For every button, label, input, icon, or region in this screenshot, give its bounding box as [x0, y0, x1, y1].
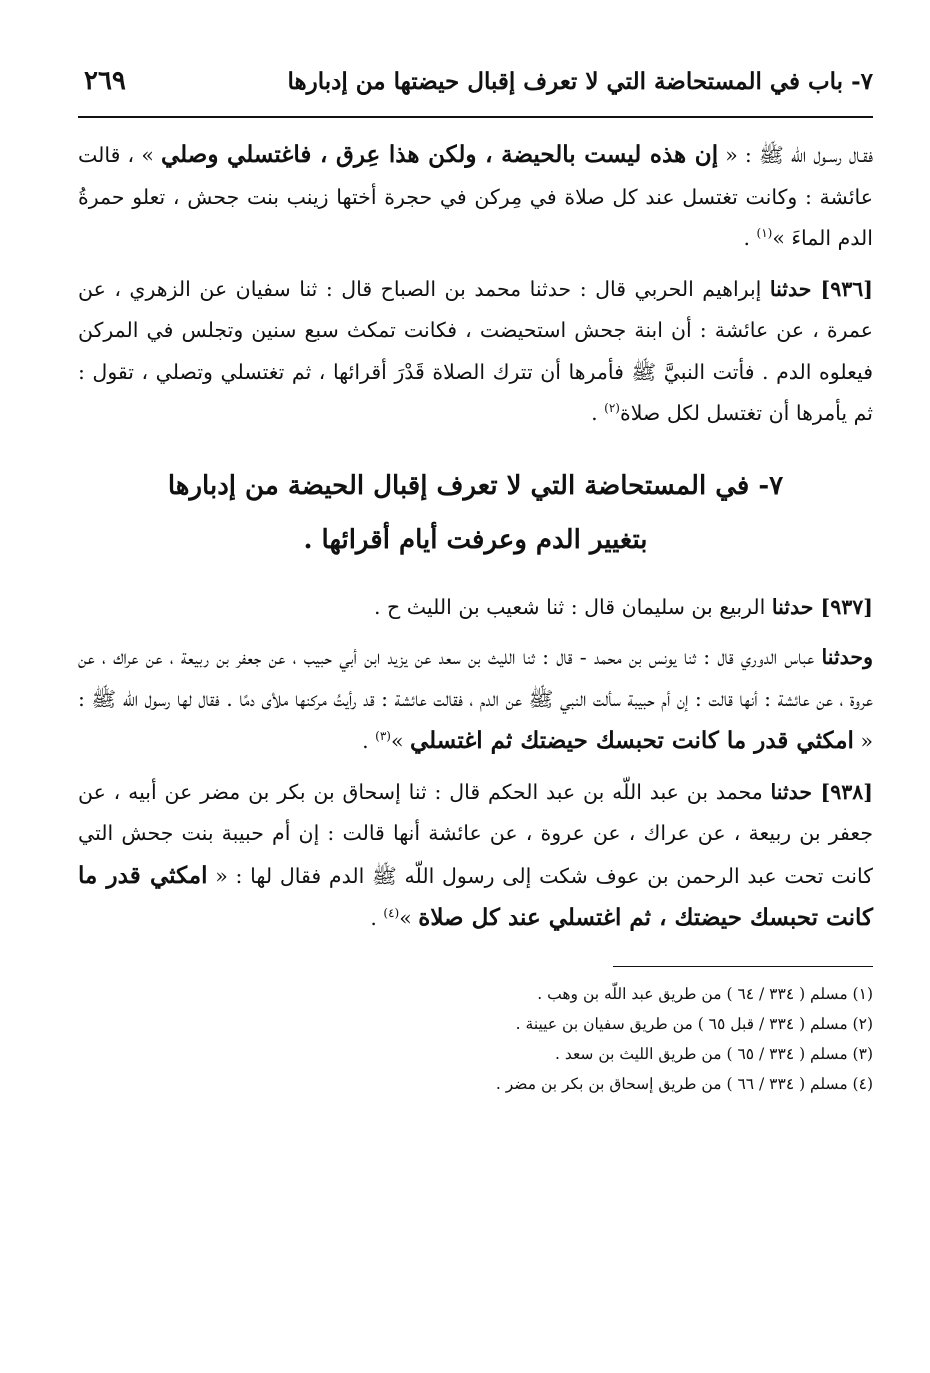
text-run: » ، قالت عائشة : وكانت تغتسل عند كل صلاة في مِركن في حجرة أختها زينب بنت جحش ، تعلو حمرةُ الدم الماءَ » — [78, 143, 873, 250]
footnote-item: (٣) مسلم ( ٣٣٤ / ٦٥ ) من طريق الليث بن سعد . — [554, 1044, 873, 1063]
hadith-number: [٩٣٦] — [811, 276, 873, 301]
hadith-quote: امكثي قدر ما كانت تحبسك حيضتك ثم اغتسلي — [410, 727, 854, 754]
footnotes — [78, 979, 873, 1099]
hadith-number: [٩٣٨] — [812, 779, 873, 804]
text-run: » — [390, 729, 411, 753]
book-page — [78, 66, 873, 1099]
hadith-quote: امكثي قدر ما كانت تحبسك حيضتك ، ثم اغتسلي عند كل صلاة — [78, 861, 873, 931]
text-run: . — [591, 401, 605, 425]
section-heading-line-2: بتغيير الدم وعرفت أيام أقرائها . — [303, 524, 648, 555]
narration-lead: حدثنا — [769, 276, 812, 301]
hadith-937 — [78, 587, 873, 629]
hadith-937-second-chain — [78, 637, 873, 763]
footnote-ref: (١) — [756, 226, 773, 241]
footnote-ref: (٣) — [375, 729, 391, 744]
text-run: » — [399, 906, 419, 930]
footnotes-divider — [613, 966, 873, 967]
text-run: . — [370, 906, 384, 930]
footnote-item: (١) مسلم ( ٣٣٤ / ٦٤ ) من طريق عبد اللّه بن وهب . — [537, 984, 873, 1003]
hadith-936 — [78, 269, 873, 435]
hadith-938 — [78, 772, 873, 940]
footnote-ref: (٢) — [604, 401, 620, 416]
text-run: . — [362, 729, 376, 753]
footnote-ref: (٤) — [383, 906, 400, 921]
page-number: ٢٦٩ — [84, 66, 126, 96]
narration-lead: وحدثنا — [821, 645, 873, 669]
section-heading-line-1: ٧- في المستحاضة التي لا تعرف إقبال الحيضة من إدبارها — [167, 470, 784, 501]
chapter-title: ٧- باب في المستحاضة التي لا تعرف إقبال حيضتها من إدبارها — [287, 68, 873, 95]
text-run: عباس الدوري قال : ثنا يونس بن محمد - قال : ثنا الليث بن سعد عن يزيد ابن أبي حبيب ، عن جعفر بن ربيعة ، عن عراك ، عن عروة ، عن عائشة : أنها قالت : إن أم حبيبة سألت النبي ﷺ عن الدم ، فقالت عائشة : قد رأيتُ مركنها ملأى دمًا . فقال لها رسول اللّه ﷺ : « — [78, 645, 873, 753]
narration-lead: حدثنا — [770, 779, 813, 804]
text-run: فقـال رسـول اللّه ﷺ : « — [718, 143, 873, 167]
paragraph-continuation — [78, 134, 873, 260]
text-run: محمد بن عبد اللّه بن عبد الحكم قال : ثنا إسحاق بن بكر بن مضر عن أبيه ، عن جعفر بن ربيعة ، عن عراك ، عن عروة ، عن عائشة أنها قالت : إن أم حبيبة بنت جحش التي كانت تحت عبد الرحمن بن عوف شكت إلى رسول اللّه ﷺ الدم فقال لها : « — [78, 779, 873, 888]
main-text — [78, 134, 873, 940]
text-run: . — [743, 226, 757, 250]
footnote-item: (٤) مسلم ( ٣٣٤ / ٦٦ ) من طريق إسحاق بن بكر بن مضر . — [495, 1074, 873, 1093]
narration-lead: حدثنا — [771, 594, 814, 619]
text-run: الربيع بن سليمان قال : ثنا شعيب بن الليث ح . — [374, 594, 772, 619]
footnote-item: (٢) مسلم ( ٣٣٤ / قبل ٦٥ ) من طريق سفيان بن عيينة . — [515, 1014, 873, 1033]
hadith-number: [٩٣٧] — [813, 594, 873, 619]
section-heading — [78, 459, 873, 567]
text-run: إبراهيم الحربي قال : حدثنا محمد بن الصباح قال : ثنا سفيان عن الزهري ، عن عمرة ، عن عائشة : أن ابنة جحش استحيضت ، فكانت تمكث سبع سنين وتجلس في المركن فيعلوه الدم . فأتت النبيَّ ﷺ فأمرها أن تترك الصلاة قَدْرَ أقرائها ، ثم تغتسلي وتصلي ، تقول : ثم يأمرها أن تغتسل لكل صلاة — [78, 276, 873, 425]
hadith-quote: إن هذه ليست بالحيضة ، ولكن هذا عِرق ، فاغتسلي وصلي — [161, 141, 719, 168]
running-header — [78, 66, 873, 118]
